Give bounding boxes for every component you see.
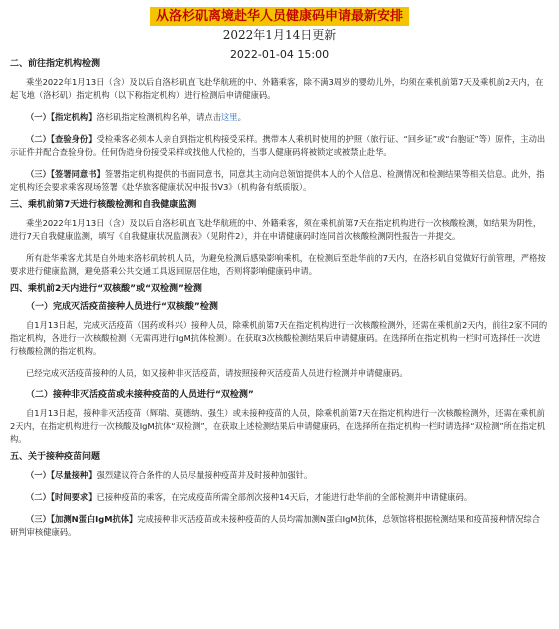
section-2-heading: 二、前往指定机构检测 bbox=[10, 59, 101, 69]
section-3-paragraph-1: 乘坐2022年1月13日（含）及以后自洛杉矶直飞赴华航班的中、外籍乘客，须在乘机前第7天在指定机构进行一次核酸检测，如结果为阴性，进行7天自我健康监测，填写《自我健康状况监测表》（见附件2），并在申请健康码时连同首次核酸检测阴性报告一并提交。 bbox=[10, 218, 542, 241]
article-body bbox=[10, 58, 548, 539]
title-wrap bbox=[0, 0, 559, 27]
section-4-sub-2-heading: （二）接种非灭活疫苗或未接种疫苗的人员进行“双检测” bbox=[26, 390, 254, 400]
section-5-heading: 五、关于接种疫苗问题 bbox=[10, 452, 101, 462]
item-text: 签署指定机构提供的书面同意书，同意其主动向总领馆提供本人的个人信息、检测情况和检测结果等相关信息。此外，指定机构还会要求乘客现场签署《赴华旅客健康状况申报书V3》（机构备有纸质版）。 bbox=[10, 169, 545, 192]
spacer bbox=[10, 243, 548, 252]
section-5-item-1 bbox=[10, 469, 548, 482]
update-date: 2022年1月14日更新 bbox=[222, 28, 337, 42]
page-title: 从洛杉矶离境赴华人员健康码申请最新安排 bbox=[150, 7, 409, 26]
item-text: 完成接种非灭活疫苗或未接种疫苗的人员均需加测N蛋白IgM抗体，总领馆将根据检测结果和疫苗接种情况综合研判审核健康码。 bbox=[10, 514, 541, 537]
item-label: （三）【加测N蛋白IgM抗体】 bbox=[26, 514, 138, 524]
item-label: （二）【查验身份】 bbox=[26, 134, 97, 144]
spacer bbox=[10, 482, 548, 491]
spacer bbox=[10, 124, 548, 133]
section-3-heading: 三、乘机前第7天进行核酸检测和自我健康监测 bbox=[10, 200, 197, 210]
section-5-item-2 bbox=[10, 491, 548, 504]
item-label: （一）【指定机构】 bbox=[26, 112, 97, 122]
item-label: （三）【签署同意书】 bbox=[26, 169, 105, 179]
section-4-sub-1-paragraph-2: 已经完成灭活疫苗接种的人员，如又接种非灭活疫苗，请按照接种灭活疫苗人员进行检测并申请健康码。 bbox=[26, 368, 408, 378]
section-3-paragraph-2: 所有赴华乘客尤其是自外地来洛杉矶转机人员，为避免检测后感染影响乘机，在检测后至赴华前的7天内，在洛杉矶自觉做好行前管理，严格按要求进行健康监测，避免搭乘公共交通工具返回原居住地，否则将影响健康码申请。 bbox=[10, 253, 546, 276]
spacer bbox=[10, 380, 548, 389]
spacer bbox=[10, 102, 548, 111]
item-label: （二）【时间要求】 bbox=[26, 492, 97, 502]
item-text: 洛杉矶指定检测机构名单，请点击 bbox=[96, 112, 221, 122]
publish-timestamp: 2022-01-04 15:00 bbox=[229, 48, 330, 61]
section-5-item-3 bbox=[10, 513, 548, 539]
section-4-sub-2-paragraph-1: 自1月13日起，接种非灭活疫苗（辉瑞、莫德纳、强生）或未接种疫苗的人员，除乘机前第7天在指定机构进行一次核酸检测外，还需在乘机前2天内，在指定机构进行一次核酸及IgM抗体“双检测”，在获取上述检测结果后申请健康码，在选择所在指定机构一栏时请选择“双检测”所在指定机构。 bbox=[10, 408, 546, 444]
item-end: 。 bbox=[237, 112, 246, 122]
item-label: （一）【尽量接种】 bbox=[26, 470, 97, 480]
item-text: 强烈建议符合条件的人员尽量接种疫苗并及时接种加强针。 bbox=[96, 470, 313, 480]
section-2-intro: 乘坐2022年1月13日（含）及以后自洛杉矶直飞赴华航班的中、外籍乘客，除不满3周岁的婴幼儿外，均须在乘机前第7天及乘机前2天内，在起飞地（洛杉矶）指定机构（以下称指定机构）进行检测后申请健康码。 bbox=[10, 77, 544, 100]
item-text: 受检乘客必须本人亲自到指定机构接受采样。携带本人乘机时使用的护照（旅行证、“回乡证”或“台胞证”等）原件，主动出示证件并配合查验身份。任何伪造身份接受采样或找他人代检的，当事人健康码将被锁定或被禁止赴华。 bbox=[10, 134, 546, 157]
item-text: 已接种疫苗的乘客，在完成疫苗所需全部剂次接种14天后，才能进行赴华前的全部检测并申请健康码。 bbox=[96, 492, 473, 502]
section-2-item-2 bbox=[10, 133, 548, 159]
section-2-item-1 bbox=[10, 111, 548, 124]
spacer bbox=[10, 504, 548, 513]
spacer bbox=[10, 358, 548, 367]
spacer bbox=[10, 159, 548, 168]
section-4-heading: 四、乘机前2天内进行“双核酸”或“双检测”检测 bbox=[10, 284, 202, 294]
section-4-sub-1-heading: （一）完成灭活疫苗接种人员进行“双核酸”检测 bbox=[26, 302, 218, 312]
agency-list-link[interactable]: 这里 bbox=[221, 112, 238, 122]
section-2-item-3 bbox=[10, 168, 548, 194]
section-4-sub-1-paragraph-1: 自1月13日起，完成灭活疫苗（国药或科兴）接种人员，除乘机前第7天在指定机构进行一次核酸检测外，还需在乘机前2天内，前往2家不同的指定机构，各进行一次核酸检测（无需再进行IgM抗体检测）。在获取3次核酸检测结果后申请健康码。在选择所在指定机构一栏时可选择任一次进行核酸检测的指定机构。 bbox=[10, 320, 548, 356]
